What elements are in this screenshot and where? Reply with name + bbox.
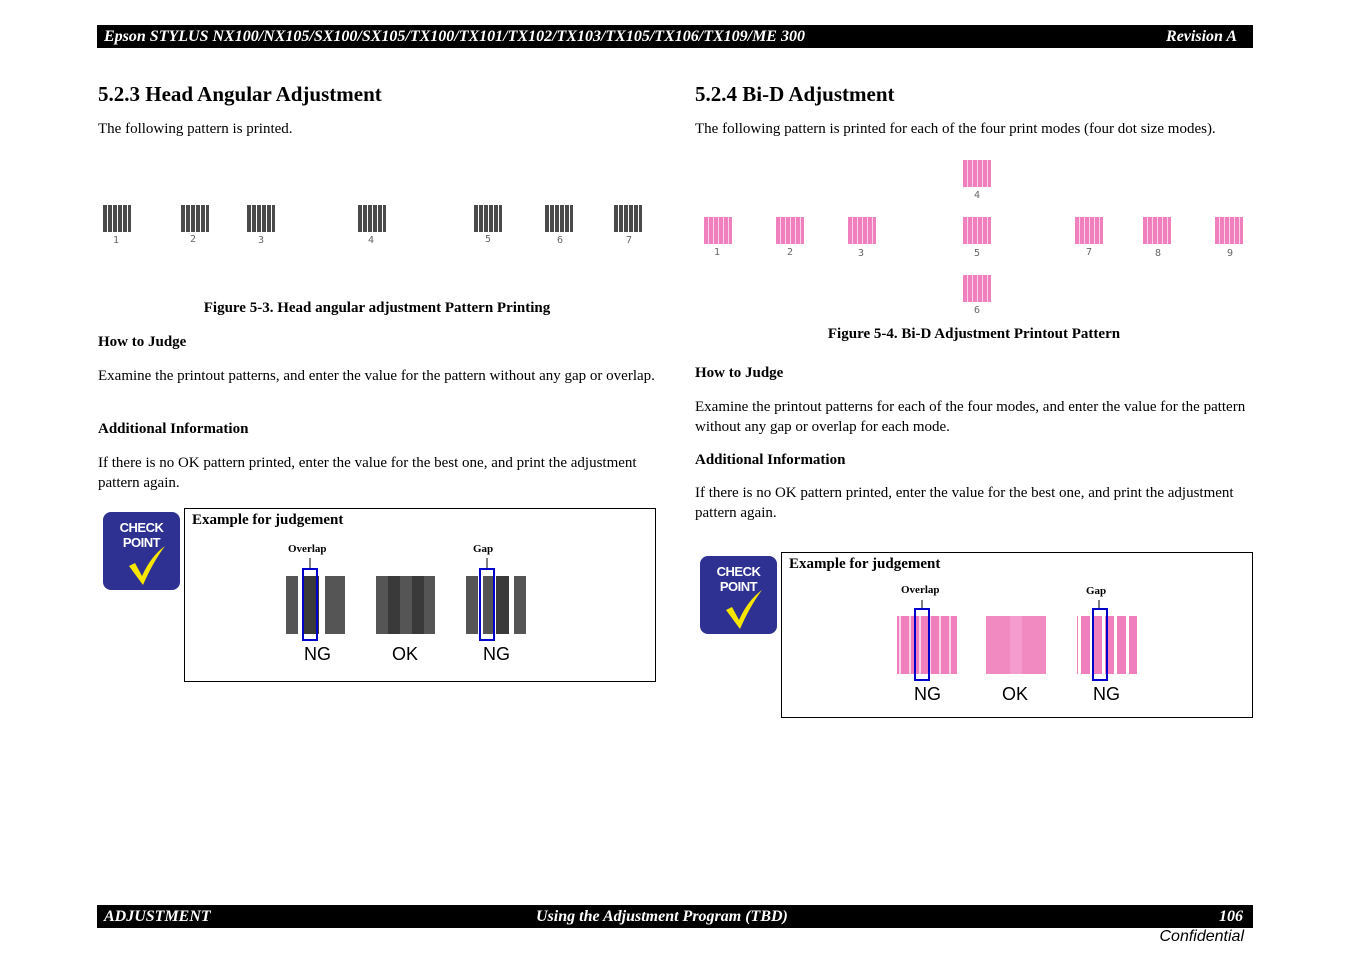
pattern-number: 5 (485, 234, 492, 245)
pattern-number: 3 (258, 235, 265, 246)
check-mark-icon (127, 544, 167, 586)
pattern-number: 4 (974, 190, 981, 201)
how-to-judge-text: Examine the printout patterns for each of the four modes, and enter the value for the pattern without any gap or overlap for each mode. (695, 399, 1246, 435)
pattern-2 (181, 205, 209, 232)
pattern-3 (848, 217, 876, 244)
section-heading-head-angular: 5.2.3 Head Angular Adjustment (98, 82, 382, 106)
pattern-number: 1 (113, 235, 120, 246)
pattern-number: 4 (368, 235, 375, 246)
revision-label: Revision A (1166, 28, 1237, 45)
pattern-7 (1075, 217, 1103, 244)
pattern-number: 7 (1086, 247, 1093, 258)
pattern-number: 6 (974, 305, 981, 316)
footer-section: ADJUSTMENT (104, 908, 211, 925)
pattern-9 (1215, 217, 1243, 244)
pattern-2 (776, 217, 804, 244)
pattern-6 (963, 275, 991, 302)
pattern-1 (103, 205, 131, 232)
page-number: 106 (1219, 908, 1243, 925)
result-ok: OK (1002, 684, 1029, 704)
checkpoint-line2: POINT (719, 579, 758, 594)
additional-info-text: If there is no OK pattern printed, enter the value for the best one, and print the adjustment pattern again. (98, 455, 637, 491)
result-ng-overlap: NG (914, 684, 941, 704)
intro-text: The following pattern is printed. (98, 121, 293, 137)
example-title: Example for judgement (192, 512, 344, 528)
how-to-judge-text: Examine the printout patterns, and enter the value for the pattern without any gap or overlap. (98, 368, 655, 384)
checkpoint-badge (700, 556, 777, 634)
pattern-number: 2 (787, 247, 794, 258)
section-heading-bi-d: 5.2.4 Bi-D Adjustment (695, 82, 895, 106)
pattern-4 (358, 205, 386, 232)
checkpoint-badge (103, 512, 180, 590)
pattern-number: 1 (714, 247, 721, 258)
judgement-example-box (184, 508, 656, 682)
additional-info-heading: Additional Information (98, 421, 249, 437)
how-to-judge-heading: How to Judge (98, 334, 187, 350)
footer-bar (97, 905, 1253, 928)
additional-info-text: If there is no OK pattern printed, enter the value for the best one, and print the adjustment pattern again. (695, 485, 1234, 521)
pattern-6 (545, 205, 573, 232)
pattern-3 (247, 205, 275, 232)
pattern-number: 9 (1227, 248, 1234, 259)
result-ng-gap: NG (1093, 684, 1120, 704)
pattern-1 (704, 217, 732, 244)
head-angular-judgement-diagram (184, 508, 656, 682)
pattern-8 (1143, 217, 1171, 244)
figure-caption: Figure 5-3. Head angular adjustment Pattern Printing (203, 300, 551, 316)
document-title: Epson STYLUS NX100/NX105/SX100/SX105/TX100/TX101/TX102/TX103/TX105/TX106/TX109/ME 300 (104, 28, 805, 45)
checkpoint-line1: CHECK (716, 564, 761, 579)
pattern-5 (963, 217, 991, 244)
pattern-4 (963, 160, 991, 187)
confidential-label: Confidential (1159, 928, 1244, 945)
gap-label: Gap (473, 543, 494, 555)
how-to-judge-heading: How to Judge (695, 365, 784, 381)
check-mark-icon (724, 588, 764, 630)
header-bar (97, 25, 1253, 48)
pattern-number: 7 (626, 235, 633, 246)
result-ok: OK (392, 644, 419, 664)
result-ng-gap: NG (483, 644, 510, 664)
pattern-number: 3 (858, 248, 865, 259)
pattern-7 (614, 205, 642, 232)
result-ng-overlap: NG (304, 644, 331, 664)
pattern-number: 6 (557, 235, 564, 246)
pattern-number: 2 (190, 234, 197, 245)
pattern-number: 8 (1155, 248, 1162, 259)
gap-label: Gap (1086, 585, 1107, 597)
additional-info-heading: Additional Information (695, 452, 846, 468)
footer-chapter: Using the Adjustment Program (TBD) (536, 908, 788, 925)
checkpoint-line1: CHECK (119, 520, 164, 535)
figure-caption: Figure 5-4. Bi-D Adjustment Printout Pattern (827, 326, 1121, 342)
bi-d-intro-text: The following pattern is printed for each of the four print modes (four dot size modes). (695, 121, 1216, 137)
checkpoint-line2: POINT (122, 535, 161, 550)
overlap-label: Overlap (288, 543, 327, 555)
pattern-5 (474, 205, 502, 232)
overlap-label: Overlap (901, 584, 940, 596)
judgement-example-box (781, 552, 1253, 718)
pattern-number: 5 (974, 248, 981, 259)
example-title: Example for judgement (789, 556, 941, 572)
